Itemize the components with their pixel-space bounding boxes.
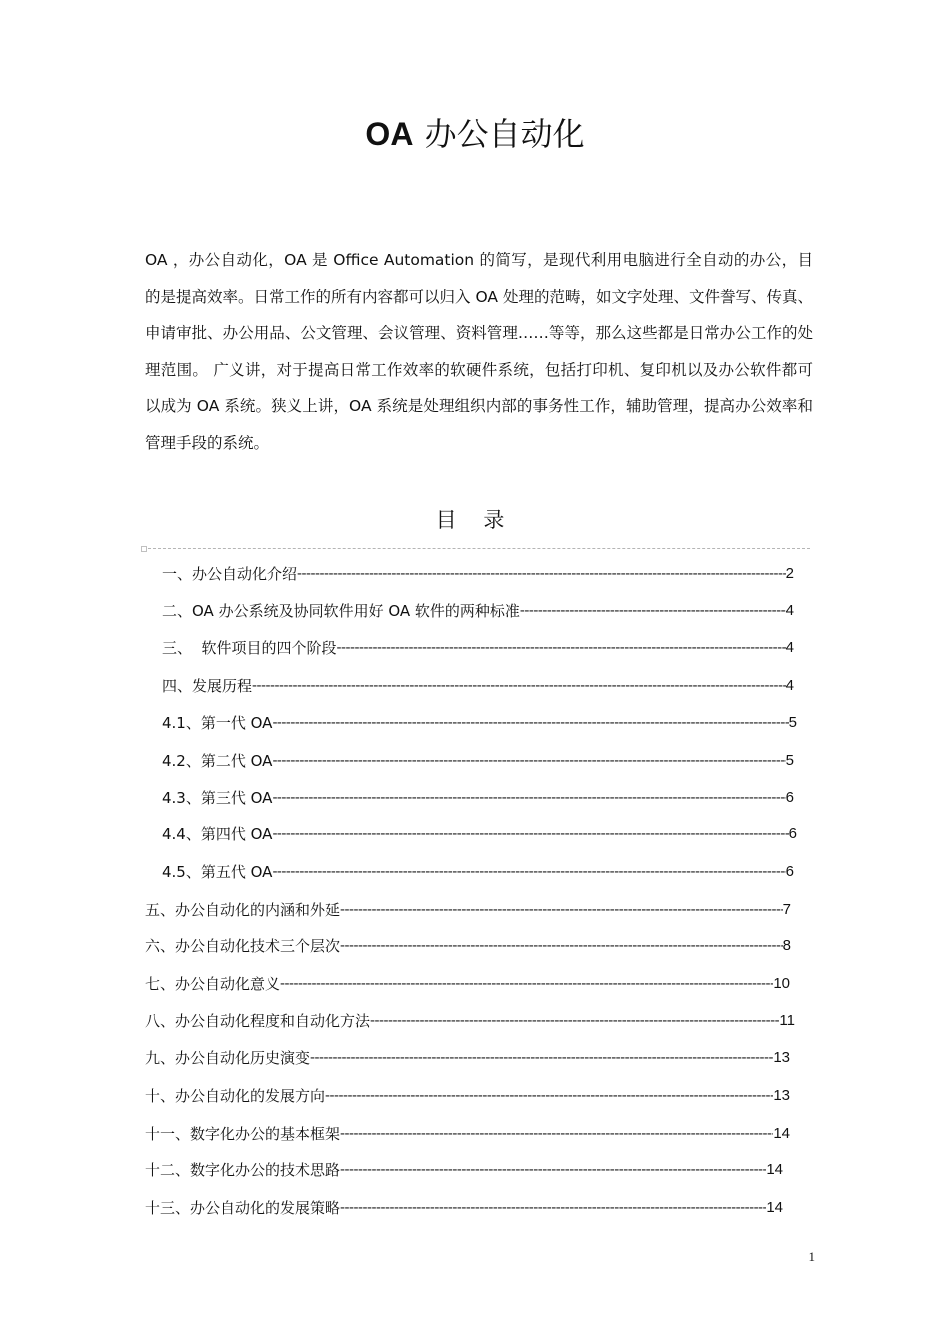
toc-entry[interactable] xyxy=(162,632,794,662)
toc-leader-dots xyxy=(280,975,773,992)
toc-entry-page: 4 xyxy=(785,676,794,694)
toc-leader-dots xyxy=(337,639,786,656)
toc-leader-dots xyxy=(272,714,788,731)
toc-entry[interactable] xyxy=(145,894,791,924)
toc-entry-page: 7 xyxy=(782,900,791,918)
toc-entry[interactable] xyxy=(162,670,794,700)
toc-entry-page: 13 xyxy=(773,1086,790,1104)
toc-entry-label: 三、 软件项目的四个阶段 xyxy=(162,638,337,657)
toc-leader-dots xyxy=(272,752,785,769)
toc-entry-label: 七、办公自动化意义 xyxy=(145,974,281,993)
toc-entry-label: 一、办公自动化介绍 xyxy=(162,564,298,583)
toc-entry-label: 4.1、第一代 OA xyxy=(162,713,273,732)
toc-entry-label: 八、办公自动化程度和自动化方法 xyxy=(145,1011,371,1030)
toc-leader-dots xyxy=(252,677,786,694)
toc-entry-label: 4.3、第三代 OA xyxy=(162,788,273,807)
toc-entry-label: 十一、数字化办公的基本框架 xyxy=(145,1124,341,1143)
toc-entry-label: 十三、办公自动化的发展策略 xyxy=(145,1198,341,1217)
toc-leader-dots xyxy=(340,937,783,954)
toc-entry[interactable] xyxy=(162,707,797,737)
document-title xyxy=(0,112,950,156)
toc-leader-dots xyxy=(370,1012,779,1029)
toc-anchor-marker xyxy=(141,546,147,552)
toc-leader-dots xyxy=(297,565,786,582)
toc-entry-page: 5 xyxy=(788,713,797,731)
toc-entry[interactable] xyxy=(145,1154,783,1184)
toc-entry-page: 8 xyxy=(782,936,791,954)
toc-divider xyxy=(143,548,810,549)
toc-entry[interactable] xyxy=(162,595,794,625)
toc-entry-page: 14 xyxy=(773,1124,790,1142)
toc-entry-page: 4 xyxy=(785,638,794,656)
toc-entry[interactable] xyxy=(162,558,794,588)
toc-entry-label: 4.5、第五代 OA xyxy=(162,862,273,881)
toc-entry-label: 九、办公自动化历史演变 xyxy=(145,1048,311,1067)
toc-entry[interactable] xyxy=(145,968,790,998)
toc-leader-dots xyxy=(340,1125,773,1142)
toc-leader-dots xyxy=(340,1199,766,1216)
toc-leader-dots xyxy=(340,901,783,918)
page-number: 1 xyxy=(808,1249,815,1264)
toc-entry[interactable] xyxy=(162,818,797,848)
toc-entry-page: 2 xyxy=(785,564,794,582)
toc-entry-page: 13 xyxy=(773,1048,790,1066)
toc-leader-dots xyxy=(272,825,788,842)
toc-leader-dots xyxy=(520,602,786,619)
toc-leader-dots xyxy=(325,1087,773,1104)
toc-entry-label: 4.2、第二代 OA xyxy=(162,751,273,770)
toc-entry[interactable] xyxy=(162,745,794,775)
toc-entry-label: 四、发展历程 xyxy=(162,676,253,695)
toc-entry-label: 十、办公自动化的发展方向 xyxy=(145,1086,326,1105)
toc-entry[interactable] xyxy=(145,1118,790,1148)
toc-entry-label: 二、OA 办公系统及协同软件用好 OA 软件的两种标准 xyxy=(162,601,520,620)
toc-entry-label: 五、办公自动化的内涵和外延 xyxy=(145,900,341,919)
toc-entry-page: 14 xyxy=(766,1198,783,1216)
toc-entry-page: 6 xyxy=(788,824,797,842)
toc-entry-page: 14 xyxy=(766,1160,783,1178)
toc-leader-dots xyxy=(272,863,785,880)
title-latin: OA xyxy=(365,116,414,152)
toc-entry[interactable] xyxy=(162,782,794,812)
toc-entry[interactable] xyxy=(145,1042,790,1072)
toc-entry-page: 5 xyxy=(785,751,794,769)
toc-entry-label: 六、办公自动化技术三个层次 xyxy=(145,936,341,955)
toc-entry[interactable] xyxy=(145,930,791,960)
toc-entry-label: 4.4、第四代 OA xyxy=(162,824,273,843)
toc-entry[interactable] xyxy=(145,1005,795,1035)
toc-entry-page: 4 xyxy=(785,601,794,619)
toc-entry-label: 十二、数字化办公的技术思路 xyxy=(145,1160,341,1179)
toc-leader-dots xyxy=(310,1049,773,1066)
toc-entry-page: 6 xyxy=(785,862,794,880)
toc-entry-page: 10 xyxy=(773,974,790,992)
toc-heading: 目 录 xyxy=(435,508,515,532)
intro-paragraph: OA ，办公自动化，OA 是 Office Automation 的简写，是现代利用电脑进行全自动的办公，目的是提高效率。日常工作的所有内容都可以归入 OA 处理的范畴，如文字处理、文件誊写、传真、申请审批、办公用品、公文管理、会议管理、资料管理……等等，那么这些都是日常办公工作的处理范围。 广义讲，对于提高日常工作效率的软硬件系统，包括打印机、复印机以及办公软件都可以成为 OA 系统。狭义上讲，OA 系统是处理组织内部的事务性工作，辅助管理，提高办公效率和管理手段的系统。 xyxy=(145,251,813,452)
toc-entry-page: 11 xyxy=(779,1011,795,1029)
toc-entry[interactable] xyxy=(145,1192,783,1222)
toc-entry[interactable] xyxy=(145,1080,790,1110)
toc-entry[interactable] xyxy=(162,856,794,886)
title-cjk: 办公自动化 xyxy=(424,115,585,153)
toc-entry-page: 6 xyxy=(785,788,794,806)
toc-leader-dots xyxy=(272,789,785,806)
toc-leader-dots xyxy=(340,1161,766,1178)
